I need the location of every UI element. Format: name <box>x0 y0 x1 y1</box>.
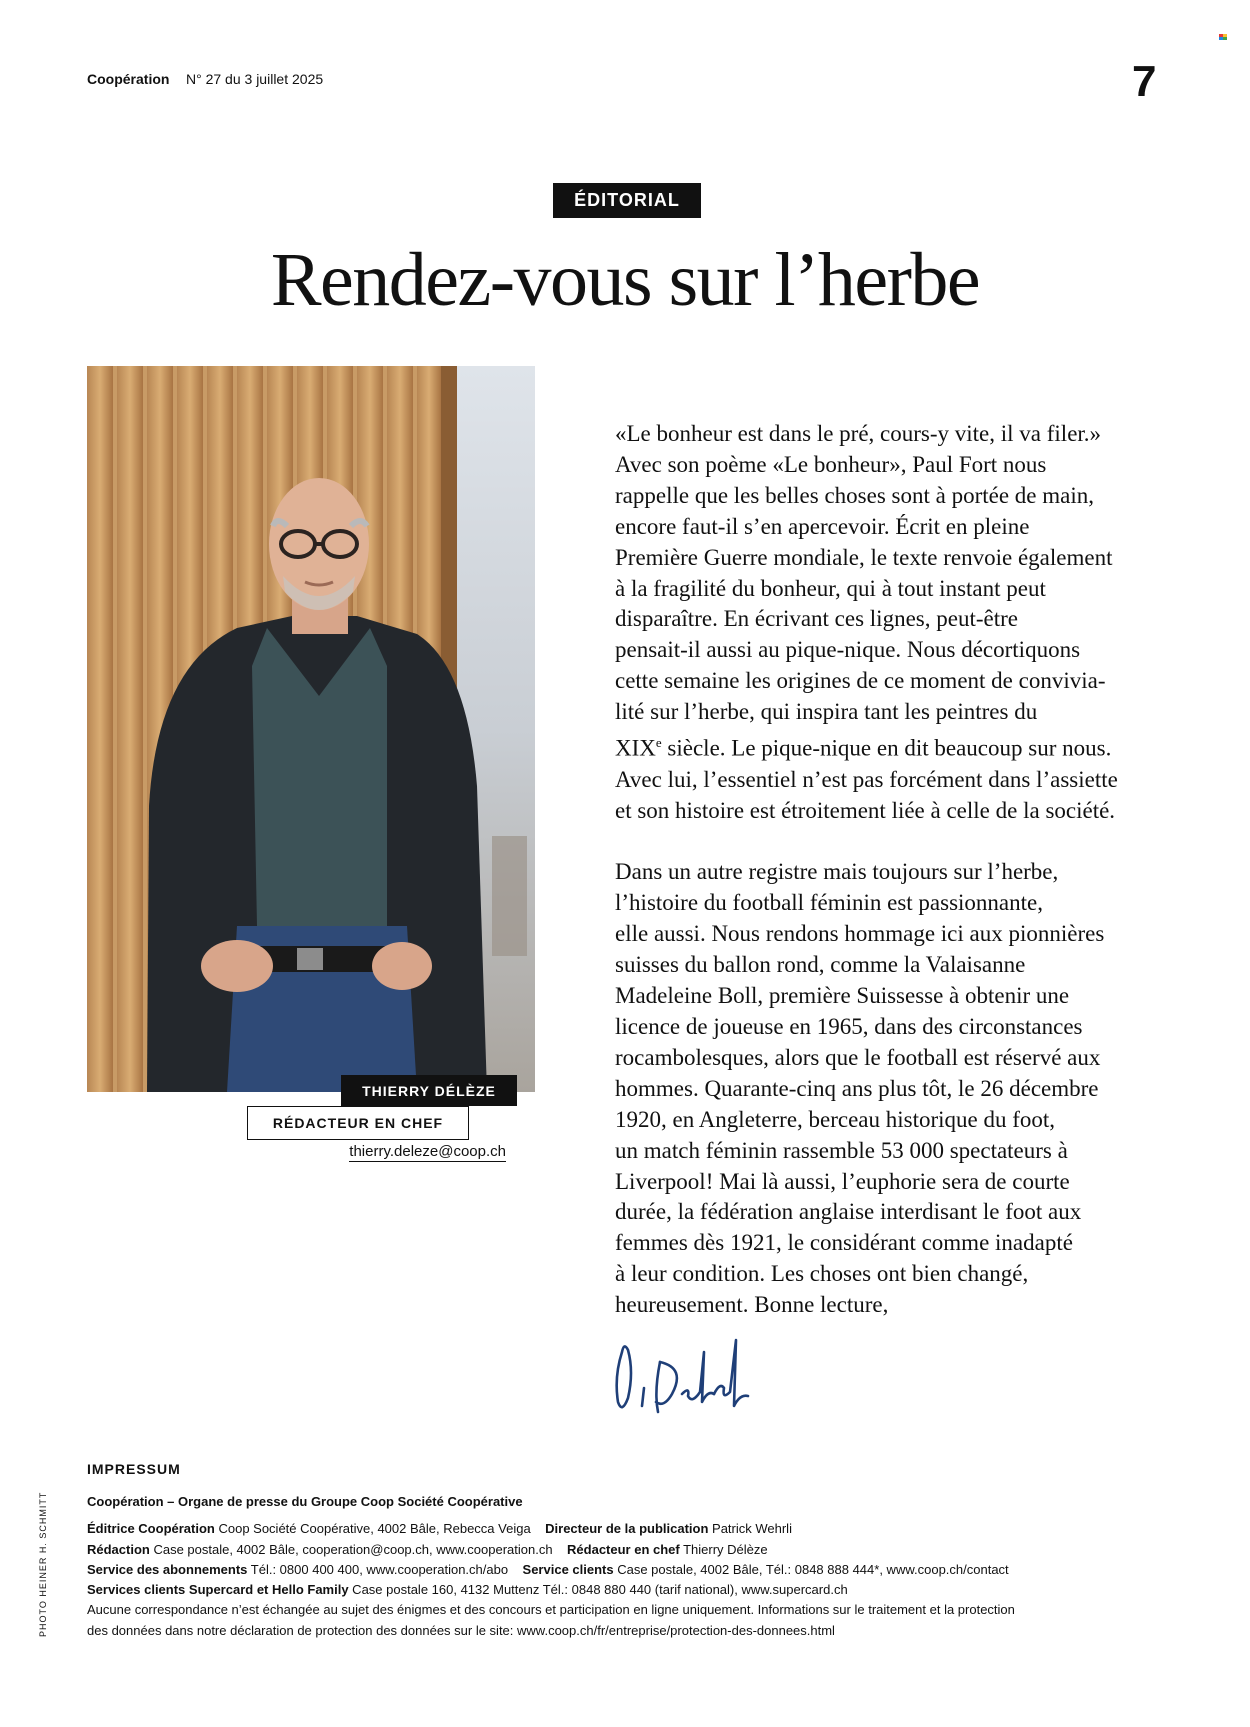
impressum-value: Tél.: 0800 400 400, www.cooperation.ch/abo <box>247 1561 509 1577</box>
text-line: rappelle que les belles choses sont à portée de main, <box>615 482 1095 508</box>
text-line: disparaître. En écrivant ces lignes, peut-être <box>615 606 1018 632</box>
impressum-title: IMPRESSUM <box>87 1461 181 1477</box>
text-line: à leur condition. Les choses ont bien changé, <box>615 1261 1029 1287</box>
century-roman: XIX <box>615 735 656 761</box>
text-line: licence de joueuse en 1965, dans des circonstances <box>615 1013 1083 1039</box>
impressum-label: Directeur de la publication <box>545 1521 709 1537</box>
text-line: femmes dès 1921, le considérant comme inadapté <box>615 1230 1073 1256</box>
text-line: suisses du ballon rond, comme la Valaisanne <box>615 952 1026 978</box>
author-email-link[interactable]: thierry.deleze@coop.ch <box>349 1143 506 1160</box>
text-line: Première Guerre mondiale, le texte renvoie également <box>615 544 1113 570</box>
impressum-label: Service clients <box>522 1561 614 1577</box>
impressum-label: Service des abonnements <box>87 1561 248 1577</box>
impressum-value: Coop Société Coopérative, 4002 Bâle, Rebecca Veiga <box>214 1521 531 1537</box>
impressum-value: Case postale, 4002 Bâle, cooperation@coop.ch, www.cooperation.ch <box>149 1541 553 1557</box>
impressum-value: Case postale, 4002 Bâle, Tél.: 0848 888 444*, www.coop.ch/contact <box>613 1561 1009 1577</box>
impressum-block <box>87 1492 1127 1641</box>
editorial-body <box>615 419 1175 1321</box>
impressum-notice: Aucune correspondance n’est échangée au sujet des énigmes et des concours et participation en ligne uniquement. Informations sur le traitement et la protection <box>87 1602 1015 1618</box>
text-line: durée, la fédération anglaise interdisant le foot aux <box>615 1199 1082 1225</box>
text-line: rocambolesques, alors que le football est réservé aux <box>615 1044 1101 1070</box>
text-line: 1920, en Angleterre, berceau historique du foot, <box>615 1106 1056 1132</box>
impressum-notice: des données dans notre déclaration de protection des données sur le site: www.coop.ch/fr/entreprise/protection-des-donnees.html <box>87 1622 835 1638</box>
impressum-label: Rédaction <box>87 1541 150 1557</box>
text-line: lité sur l’herbe, qui inspira tant les peintres du <box>615 699 1038 725</box>
impressum-label: Rédacteur en chef <box>567 1541 680 1557</box>
text-line: «Le bonheur est dans le pré, cours-y vite, il va filer.» <box>615 421 1102 446</box>
text-line: Avec son poème «Le bonheur», Paul Fort nous <box>615 451 1047 477</box>
impressum-value: Thierry Délèze <box>679 1541 768 1557</box>
text-line: un match féminin rassemble 53 000 spectateurs à <box>615 1137 1068 1163</box>
text-line: encore faut-il s’en apercevoir. Écrit en pleine <box>615 513 1030 539</box>
impressum-value: Case postale 160, 4132 Muttenz Tél.: 0848 880 440 (tarif national), www.supercard.ch <box>348 1582 848 1598</box>
text-line: Dans un autre registre mais toujours sur l’herbe, <box>615 859 1059 885</box>
text-line: à la fragilité du bonheur, qui à tout instant peut <box>615 575 1046 601</box>
text-line: cette semaine les origines de ce moment de convivia- <box>615 668 1106 694</box>
impressum-organ: Coopération – Organe de presse du Groupe Coop Société Coopérative <box>87 1494 523 1509</box>
text-line: heureusement. Bonne lecture, <box>615 1292 889 1318</box>
text-line: Liverpool! Mai là aussi, l’euphorie sera de courte <box>615 1168 1070 1194</box>
impressum-label: Services clients Supercard et Hello Family <box>87 1582 349 1598</box>
text-line: Avec lui, l’essentiel n’est pas forcément dans l’assiette <box>615 766 1118 792</box>
text-line <box>615 728 1175 765</box>
text-line: elle aussi. Nous rendons hommage ici aux pionnières <box>615 921 1105 947</box>
page-number: 7 <box>1132 57 1157 106</box>
text-line: hommes. Quarante-cinq ans plus tôt, le 26 décembre <box>615 1075 1099 1101</box>
issue-date: N° 27 du 3 juillet 2025 <box>186 71 324 87</box>
impressum-value: Patrick Wehrli <box>708 1521 792 1537</box>
section-kicker: ÉDITORIAL <box>553 183 701 218</box>
text-line: l’histoire du football féminin est passionnante, <box>615 890 1043 916</box>
author-role-tag: RÉDACTEUR EN CHEF <box>247 1106 469 1140</box>
text-line: Madeleine Boll, première Suissesse à obtenir une <box>615 983 1070 1009</box>
photo-credit: PHOTO HEINER H. SCHMITT <box>38 1491 48 1637</box>
impressum-label: Éditrice Coopération <box>87 1521 215 1537</box>
text-line: pensait-il aussi au pique-nique. Nous décortiquons <box>615 637 1081 663</box>
headline: Rendez-vous sur l’herbe <box>270 238 980 322</box>
century-superscript: e <box>655 735 662 751</box>
paragraph-2 <box>615 857 1175 1321</box>
paragraph-1 <box>615 419 1175 826</box>
century-rest: siècle. Le pique-nique en dit beaucoup sur nous. <box>661 735 1112 761</box>
author-name-tag: THIERRY DÉLÈZE <box>341 1075 517 1106</box>
publication-name: Coopération <box>87 71 170 87</box>
author-signature <box>612 1332 762 1423</box>
author-photo <box>87 366 535 1092</box>
text-line: et son histoire est étroitement liée à celle de la société. <box>615 797 1116 823</box>
color-registration-mark <box>1219 34 1227 41</box>
